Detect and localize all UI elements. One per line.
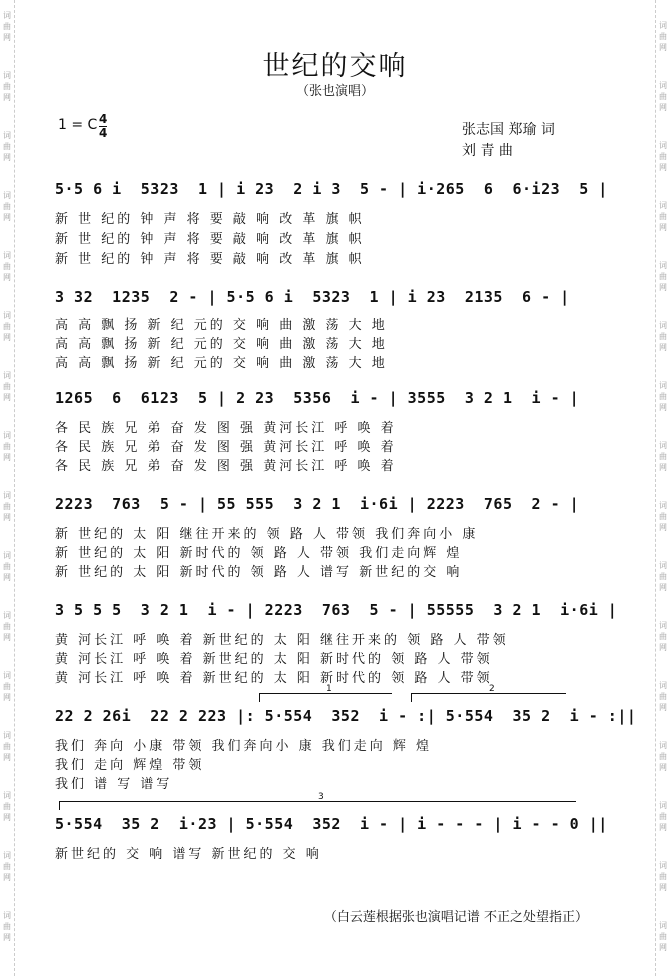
time-signature-bottom: 4 (99, 126, 108, 140)
lyric-verse-1: 新 世 纪的 钟 声 将 要 敲 响 改 革 旗 帜 (55, 212, 365, 227)
watermark-text: 词曲网 (3, 911, 11, 942)
watermark-text: 词曲网 (3, 131, 11, 162)
key-signature: 1 = C (58, 117, 98, 133)
lyric-verse-3: 我们 谱 写 谱写 (55, 777, 173, 792)
watermark-text: 词曲网 (3, 671, 11, 702)
lyric-verse-2: 新 世纪的 太 阳 新时代的 领 路 人 带领 我们走向辉 煌 (55, 546, 463, 561)
watermark-text: 词曲网 (659, 81, 667, 112)
watermark-text: 词曲网 (659, 801, 667, 832)
watermark-text: 词曲网 (659, 501, 667, 532)
time-signature-top: 4 (99, 112, 108, 126)
second-ending-number: 2 (489, 684, 495, 694)
notation-line: 3 5 5 5 3 2 1 i - | 2223 763 5 - | 55555 3 2 1 i·6i | (55, 601, 618, 619)
watermark-text: 词曲网 (659, 861, 667, 892)
watermark-text: 词曲网 (3, 611, 11, 642)
notation-line: 1265 6 6123 5 | 2 23 5356 i - | 3555 3 2 1 i - | (55, 389, 580, 407)
song-subtitle: （张也演唱） (295, 84, 374, 99)
watermark-text: 词曲网 (659, 681, 667, 712)
watermark-text: 词曲网 (3, 551, 11, 582)
lyric-verse-3: 高 高 飘 扬 新 纪 元的 交 响 曲 激 荡 大 地 (55, 356, 388, 371)
lyric-verse-3: 黄 河长江 呼 唤 着 新世纪的 太 阳 新时代的 领 路 人 带领 (55, 671, 493, 686)
transcription-note: （白云莲根据张也演唱记谱 不正之处望指正） (323, 910, 588, 925)
watermark-text: 词曲网 (3, 191, 11, 222)
time-signature (99, 114, 107, 139)
lyric-verse-2: 各 民 族 兄 弟 奋 发 图 强 黄河长江 呼 唤 着 (55, 440, 397, 455)
lyric-verse-3: 新 世纪的 太 阳 新时代的 领 路 人 谱写 新世纪的交 响 (55, 565, 463, 580)
first-ending-number: 1 (326, 684, 332, 694)
left-watermark-strip (0, 0, 15, 976)
watermark-text: 词曲网 (659, 921, 667, 952)
lyric-verse-1: 黄 河长江 呼 唤 着 新世纪的 太 阳 继往开来的 领 路 人 带领 (55, 633, 509, 648)
lyric-verse-2: 新 世 纪的 钟 声 将 要 敲 响 改 革 旗 帜 (55, 232, 365, 247)
watermark-text: 词曲网 (659, 201, 667, 232)
watermark-text: 词曲网 (659, 381, 667, 412)
composer-credit: 刘 青 曲 (462, 143, 513, 159)
third-ending-number: 3 (318, 792, 324, 802)
watermark-text: 词曲网 (659, 141, 667, 172)
first-ending-bracket (259, 684, 392, 702)
lyric-verse-2: 高 高 飘 扬 新 纪 元的 交 响 曲 激 荡 大 地 (55, 337, 388, 352)
lyric-verse-3: 各 民 族 兄 弟 奋 发 图 强 黄河长江 呼 唤 着 (55, 459, 397, 474)
notation-line: 5·5 6 i 5323 1 | i 23 2 i 3 5 - | i·265 6 6·i23 5 | (55, 180, 608, 198)
watermark-text: 词曲网 (3, 791, 11, 822)
watermark-text: 词曲网 (3, 251, 11, 282)
watermark-text: 词曲网 (3, 71, 11, 102)
watermark-text: 词曲网 (3, 731, 11, 762)
watermark-text: 词曲网 (659, 21, 667, 52)
notation-line: 2223 763 5 - | 55 555 3 2 1 i·6i | 2223 765 2 - | (55, 495, 580, 513)
watermark-text: 词曲网 (3, 371, 11, 402)
song-title: 世纪的交响 (262, 51, 408, 82)
watermark-text: 词曲网 (659, 621, 667, 652)
lyric-verse-1: 我们 奔向 小康 带领 我们奔向小 康 我们走向 辉 煌 (55, 739, 433, 754)
lyricist-credit: 张志国 郑瑜 词 (462, 122, 555, 138)
watermark-text: 词曲网 (3, 431, 11, 462)
lyric-verse-2: 黄 河长江 呼 唤 着 新世纪的 太 阳 新时代的 领 路 人 带领 (55, 652, 493, 667)
notation-line: 3 32 1235 2 - | 5·5 6 i 5323 1 | i 23 2135 6 - | (55, 288, 570, 306)
watermark-text: 词曲网 (3, 491, 11, 522)
lyric-verse-1: 新世纪的 交 响 谱写 新世纪的 交 响 (55, 847, 322, 862)
watermark-text: 词曲网 (3, 311, 11, 342)
notation-line: 22 2 26i 22 2 223 |: 5·554 352 i - :| 5·554 35 2 i - :|| (55, 707, 637, 725)
lyric-verse-1: 各 民 族 兄 弟 奋 发 图 强 黄河长江 呼 唤 着 (55, 421, 397, 436)
watermark-text: 词曲网 (659, 261, 667, 292)
watermark-text: 词曲网 (659, 441, 667, 472)
notation-line: 5·554 35 2 i·23 | 5·554 352 i - | i - - - | i - - 0 || (55, 815, 608, 833)
third-ending-bracket (59, 792, 576, 810)
lyric-verse-2: 我们 走向 辉煌 带领 (55, 758, 205, 773)
watermark-text: 词曲网 (659, 741, 667, 772)
lyric-verse-3: 新 世 纪的 钟 声 将 要 敲 响 改 革 旗 帜 (55, 252, 365, 267)
lyric-verse-1: 新 世纪的 太 阳 继往开来的 领 路 人 带领 我们奔向小 康 (55, 527, 479, 542)
lyric-verse-1: 高 高 飘 扬 新 纪 元的 交 响 曲 激 荡 大 地 (55, 318, 388, 333)
second-ending-bracket (411, 684, 566, 702)
watermark-text: 词曲网 (659, 561, 667, 592)
right-watermark-strip (655, 0, 670, 976)
watermark-text: 词曲网 (3, 851, 11, 882)
watermark-text: 词曲网 (659, 321, 667, 352)
watermark-text: 词曲网 (3, 11, 11, 42)
